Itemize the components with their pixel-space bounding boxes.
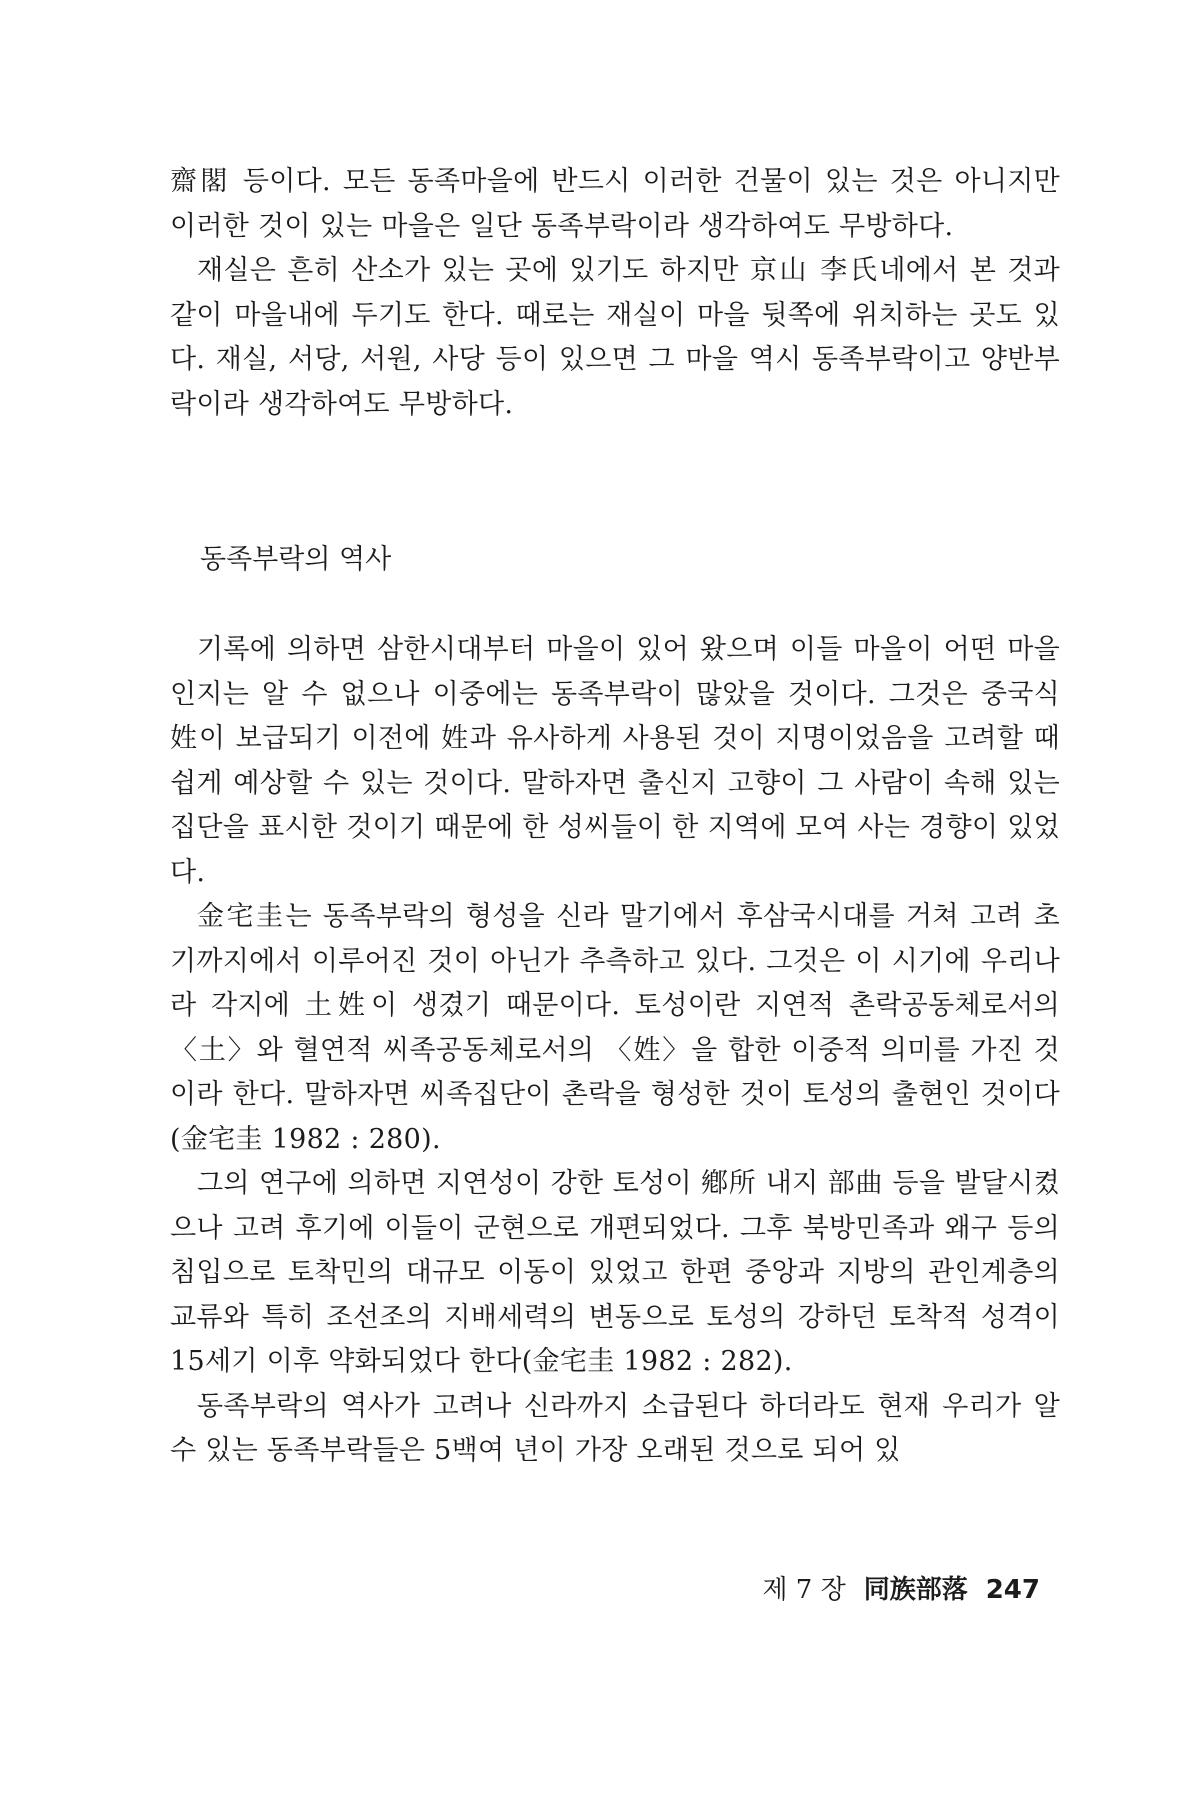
paragraph: 金宅圭는 동족부락의 형성을 신라 말기에서 후삼국시대를 거쳐 고려 초기까지에서 이루어진 것이 아닌가 추측하고 있다. 그것은 이 시기에 우리나라 각지에 土姓이 생겼기 때문이다. 토성이란 지연적 촌락공동체로서의 〈土〉와 혈연적 씨족공동체로서의 〈姓〉을 합한 이중적 의미를 가진 것이라 한다. 말하자면 씨족집단이 촌락을 형성한 것이 토성의 출현인 것이다(金宅圭 1982 : 280).	[170, 901, 1060, 1155]
paragraph: 동족부락의 역사가 고려나 신라까지 소급된다 하더라도 현재 우리가 알 수 있는 동족부락들은 5백여 년이 가장 오래된 것으로 되어 있	[170, 1390, 1060, 1466]
paragraph: 재실은 흔히 산소가 있는 곳에 있기도 하지만 京山 李氏네에서 본 것과 같이 마을내에 두기도 한다. 때로는 재실이 마을 뒷쪽에 위치하는 곳도 있다. 재실, 서당, 서원, 사당 등이 있으면 그 마을 역시 동족부락이고 양반부락이라 생각하여도 무방하다.	[170, 255, 1060, 420]
paragraph: 齋閣 등이다. 모든 동족마을에 반드시 이러한 건물이 있는 것은 아니지만 이러한 것이 있는 마을은 일단 동족부락이라 생각하여도 무방하다.	[170, 166, 1060, 242]
page-number: 247	[985, 1575, 1040, 1605]
paragraph: 기록에 의하면 삼한시대부터 마을이 있어 왔으며 이들 마을이 어떤 마을인지는 알 수 없으나 이중에는 동족부락이 많았을 것이다. 그것은 중국식 姓이 보급되기 이전에 姓과 유사하게 사용된 것이 지명이었음을 고려할 때 쉽게 예상할 수 있는 것이다. 말하자면 출신지 고향이 그 사람이 속해 있는 집단을 표시한 것이기 때문에 한 성씨들이 한 지역에 모여 사는 경향이 있었다.	[170, 634, 1060, 888]
page-footer	[762, 1570, 1040, 1610]
chapter-label: 제 7 장	[762, 1575, 846, 1605]
section-heading: 동족부락의 역사	[200, 544, 392, 575]
top-text-block	[170, 160, 1060, 427]
chapter-title: 同族部落	[863, 1575, 968, 1605]
body-text-block	[170, 628, 1060, 1474]
paragraph: 그의 연구에 의하면 지연성이 강한 토성이 鄕所 내지 部曲 등을 발달시켰으나 고려 후기에 이들이 군현으로 개편되었다. 그후 북방민족과 왜구 등의 침입으로 토착민의 대규모 이동이 있었고 한편 중앙과 지방의 관인계층의 교류와 특히 조선조의 지배세력의 변동으로 토성의 강하던 토착적 성격이 15세기 이후 약화되었다 한다(金宅圭 1982 : 282).	[170, 1168, 1060, 1377]
